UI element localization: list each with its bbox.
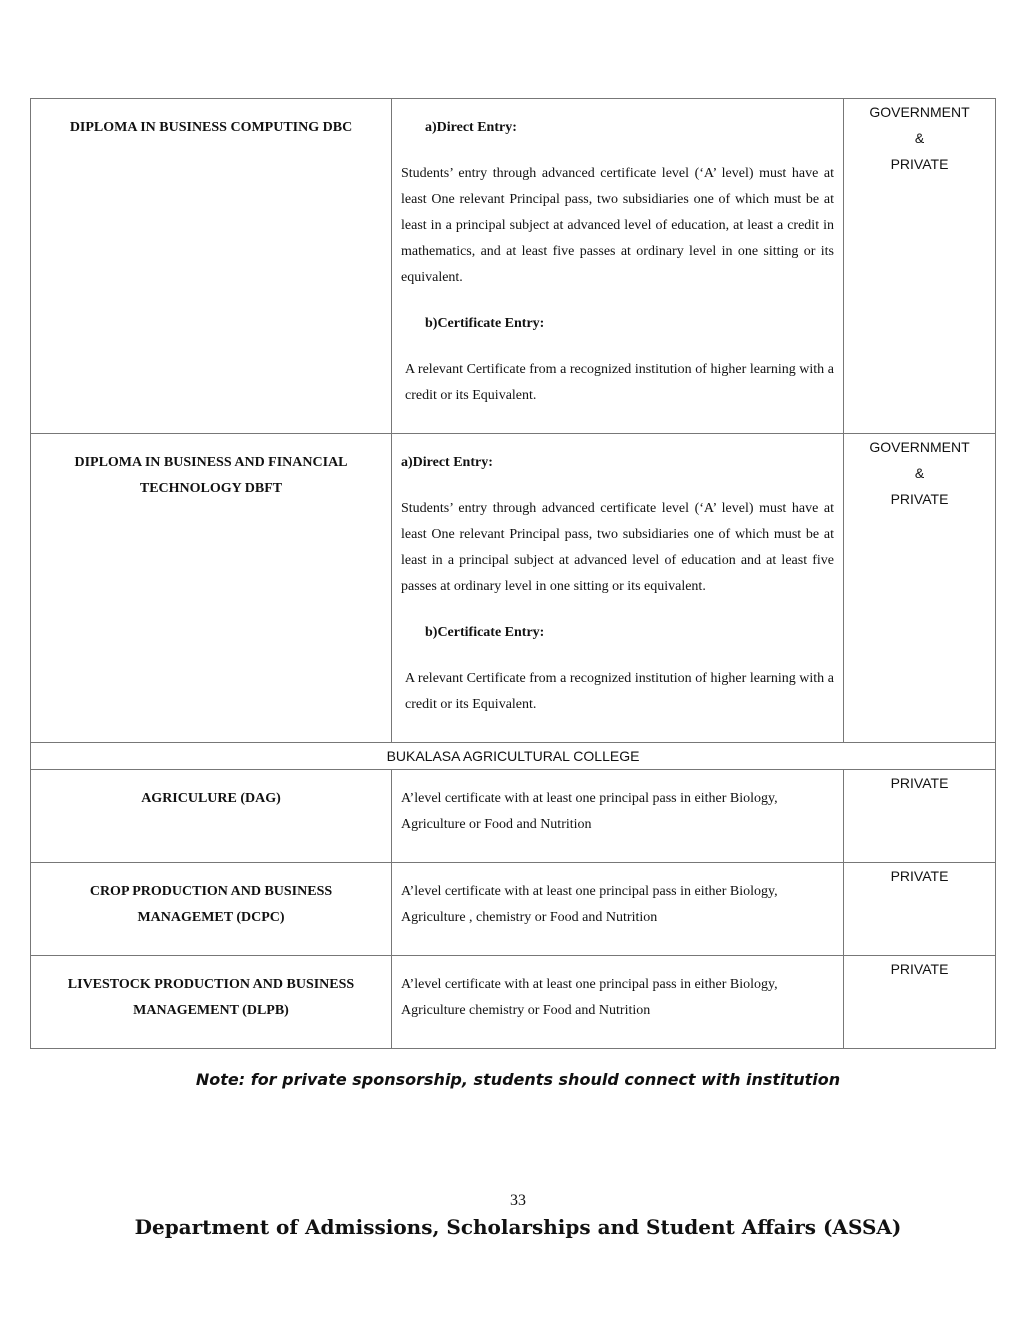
requirement-text: A’level certificate with at least one principal pass in either Biology, Agriculture chemistry or Food and Nutrition [401, 977, 778, 1018]
private-sponsorship-note: Note: for private sponsorship, students should connect with institution [195, 1070, 841, 1089]
program-cell [31, 770, 392, 863]
table-row [31, 956, 996, 1049]
table-row [31, 434, 996, 743]
college-heading: BUKALASA AGRICULTURAL COLLEGE [31, 743, 996, 770]
sponsorship-label: GOVERNMENT & PRIVATE [869, 439, 970, 507]
program-name: LIVESTOCK PRODUCTION AND BUSINESS MANAGEMENT (DLPB) [67, 977, 355, 1018]
requirements-cell [392, 99, 844, 434]
requirements-cell [392, 863, 844, 956]
requirements-cell [392, 956, 844, 1049]
certificate-entry-text: A relevant Certificate from a recognized institution of higher learning with a credit or its Equivalent. [405, 671, 834, 712]
requirement-text: A’level certificate with at least one principal pass in either Biology, Agriculture or Food and Nutrition [401, 791, 778, 832]
certificate-entry-heading: b)Certificate Entry: [425, 625, 545, 640]
certificate-entry-text: A relevant Certificate from a recognized institution of higher learning with a credit or its Equivalent. [405, 362, 834, 403]
college-heading-row [31, 743, 996, 770]
program-cell [31, 434, 392, 743]
requirement-text: A’level certificate with at least one principal pass in either Biology, Agriculture , chemistry or Food and Nutrition [401, 884, 778, 925]
direct-entry-text: Students’ entry through advanced certificate level (‘A’ level) must have at least One relevant Principal pass, two subsidiaries one of which must be at least in a principal subject at advanced level of education, at least a credit in mathematics, and at least five passes at ordinary level in one sitting or its equivalent. [401, 166, 834, 285]
department-footer: Department of Admissions, Scholarships and Student Affairs (ASSA) [134, 1215, 902, 1239]
program-cell [31, 956, 392, 1049]
table-row [31, 99, 996, 434]
program-name: CROP PRODUCTION AND BUSINESS MANAGEMET (DCPC) [89, 884, 333, 925]
requirements-cell [392, 434, 844, 743]
requirements-table [30, 98, 996, 1049]
sponsorship-label: PRIVATE [890, 775, 949, 791]
certificate-entry-heading: b)Certificate Entry: [425, 316, 545, 331]
sponsorship-cell [844, 99, 996, 434]
sponsorship-cell [844, 863, 996, 956]
sponsorship-cell [844, 434, 996, 743]
program-name: DIPLOMA IN BUSINESS AND FINANCIAL TECHNOLOGY DBFT [74, 455, 348, 496]
page-number: 33 [510, 1192, 526, 1209]
sponsorship-label: PRIVATE [890, 868, 949, 884]
direct-entry-heading: a)Direct Entry: [401, 455, 493, 470]
program-cell [31, 863, 392, 956]
sponsorship-label: GOVERNMENT & PRIVATE [869, 104, 970, 172]
sponsorship-cell [844, 956, 996, 1049]
table-row [31, 770, 996, 863]
program-cell [31, 99, 392, 434]
table-row [31, 863, 996, 956]
program-name: AGRICULURE (DAG) [141, 791, 281, 806]
requirements-cell [392, 770, 844, 863]
sponsorship-label: PRIVATE [890, 961, 949, 977]
sponsorship-cell [844, 770, 996, 863]
direct-entry-text: Students’ entry through advanced certificate level (‘A’ level) must have at least One relevant Principal pass, two subsidiaries one of which must be at least in a principal subject at advanced level of education and at least five passes at ordinary level in one sitting or its equivalent. [401, 501, 834, 594]
program-name: DIPLOMA IN BUSINESS COMPUTING DBC [69, 120, 353, 135]
direct-entry-heading: a)Direct Entry: [425, 120, 517, 135]
